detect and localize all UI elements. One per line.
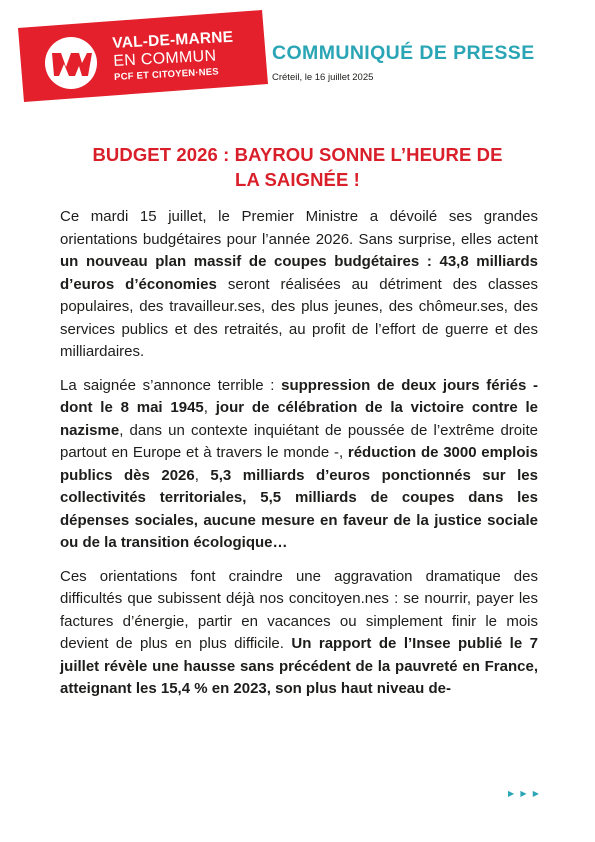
headline-line-1: BUDGET 2026 : BAYROU SONNE L’HEURE DE (92, 144, 503, 165)
text-run: seront réalisées au détriment des classes populaires, des travailleur.ses, des plus jeunes, des chômeur.ses, des services publics et des retraités, au profit de l’effort de guerre et des milliardaires. (60, 275, 538, 360)
press-release-title: COMMUNIQUÉ DE PRESSE (272, 42, 535, 64)
vm-logo-mark-icon (44, 36, 98, 90)
text-run-bold: jour de célébration de la victoire contre le nazisme (60, 399, 538, 439)
text-run: , (203, 399, 216, 416)
logo-line-1: VAL-DE-MARNE (111, 28, 234, 52)
headline-line-2: LA SAIGNÉE ! (235, 169, 360, 190)
text-run: Ce mardi 15 juillet, le Premier Ministre a dévoilé ses grandes orientations budgétaires pour l’année 2026. Sans surprise, elles actent (60, 208, 538, 248)
continue-arrows-icon: ▶ ▶ ▶ (508, 789, 541, 798)
logo-text (112, 30, 235, 82)
text-run: , dans un contexte inquiétant de poussée de l’extrême droite partout en Europe et à travers le monde -, (60, 421, 538, 461)
paragraph-2 (60, 375, 538, 555)
paragraph-1 (60, 206, 538, 364)
logo (18, 10, 268, 102)
body-text (60, 206, 538, 712)
text-run-bold: Un rapport de l’Insee publié le 7 juillet révèle une hausse sans précédent de la pauvreté en France, atteignant les 15,4 % en 2023, son plus haut niveau de- (60, 635, 538, 697)
text-run: Ces orientations font craindre une aggravation dramatique des difficultés que subissent déjà nos concitoyen.nes : se nourrir, payer les factures d’énergie, partir en vacances ou simplement finir le mois devient de plus en plus difficile. (60, 567, 538, 652)
text-run-bold: suppression de deux jours fériés - dont le 8 mai 1945 (60, 376, 538, 416)
text-run: , (194, 466, 211, 484)
headline (60, 142, 535, 192)
text-run: La saignée s’annonce terrible : (60, 376, 282, 394)
paragraph-3 (60, 566, 538, 701)
logo-line-3: PCF ET CITOYEN·NES (113, 65, 220, 83)
text-run-bold: réduction de 3000 emplois publics dès 2026 (60, 444, 538, 484)
logo-line-2: EN COMMUN (112, 47, 217, 70)
text-run-bold: 5,3 milliards d’euros ponctionnés sur les collectivités territoriales, 5,5 milliards de coupes dans les dépenses sociales, aucune mesure en faveur de la justice sociale ou de la transition écologique… (60, 466, 538, 551)
press-release-date: Créteil, le 16 juillet 2025 (272, 72, 374, 83)
text-run-bold: un nouveau plan massif de coupes budgétaires : 43,8 milliards d’euros d’économies (60, 253, 538, 293)
